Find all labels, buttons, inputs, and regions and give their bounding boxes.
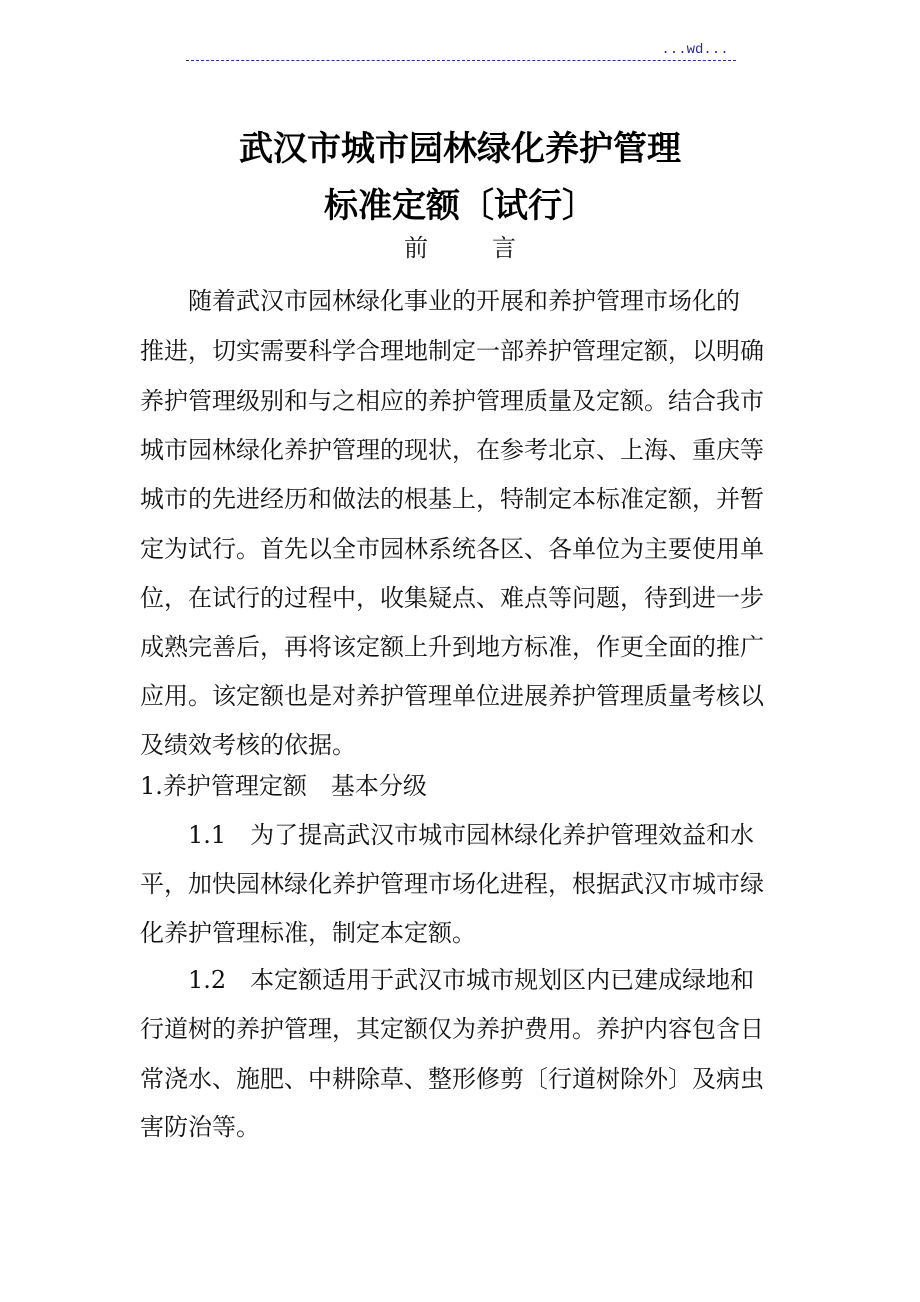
body-line: 平，加快园林绿化养护管理市场化进程，根据武汉市城市绿 xyxy=(140,870,764,898)
body-line: 养护管理级别和与之相应的养护管理质量及定额。结合我市 xyxy=(140,387,764,415)
body-line: 1.1 为了提高武汉市城市园林绿化养护管理效益和水 xyxy=(140,821,755,849)
header-rule xyxy=(186,60,736,61)
body-line: 城市园林绿化养护管理的现状，在参考北京、上海、重庆等 xyxy=(140,436,764,464)
section-heading: 1.养护管理定额 基本分级 xyxy=(140,772,427,800)
body-line: 成熟完善后，再将该定额上升到地方标准，作更全面的推广 xyxy=(140,633,764,661)
document-title-line-1: 武汉市城市园林绿化养护管理 xyxy=(239,129,681,169)
body-line: 位，在试行的过程中，收集疑点、难点等问题，待到进一步 xyxy=(140,584,764,612)
body-line: 行道树的养护管理，其定额仅为养护费用。养护内容包含日 xyxy=(140,1015,764,1043)
preface-heading: 前言 xyxy=(404,234,580,262)
body-line: 及绩效考核的依据。 xyxy=(140,731,356,759)
body-line: 定为试行。首先以全市园林系统各区、各单位为主要使用单 xyxy=(140,535,764,563)
body-line: 化养护管理标准，制定本定额。 xyxy=(140,919,476,947)
body-line: 应用。该定额也是对养护管理单位进展养护管理质量考核以 xyxy=(140,682,764,710)
body-line: 常浇水、施肥、中耕除草、整形修剪〔行道树除外〕及病虫 xyxy=(140,1065,764,1093)
body-line: 城市的先进经历和做法的根基上，特制定本标准定额，并暂 xyxy=(140,485,764,513)
document-title-line-2: 标准定额〔试行〕 xyxy=(324,186,596,226)
header-mark: ...wd... xyxy=(661,42,729,58)
body-line: 害防治等。 xyxy=(140,1113,260,1141)
body-line: 随着武汉市园林绿化事业的开展和养护管理市场化的 xyxy=(140,287,740,315)
body-line: 推进，切实需要科学合理地制定一部养护管理定额，以明确 xyxy=(140,337,764,365)
body-line: 1.2 本定额适用于武汉市城市规划区内已建成绿地和 xyxy=(140,966,755,994)
